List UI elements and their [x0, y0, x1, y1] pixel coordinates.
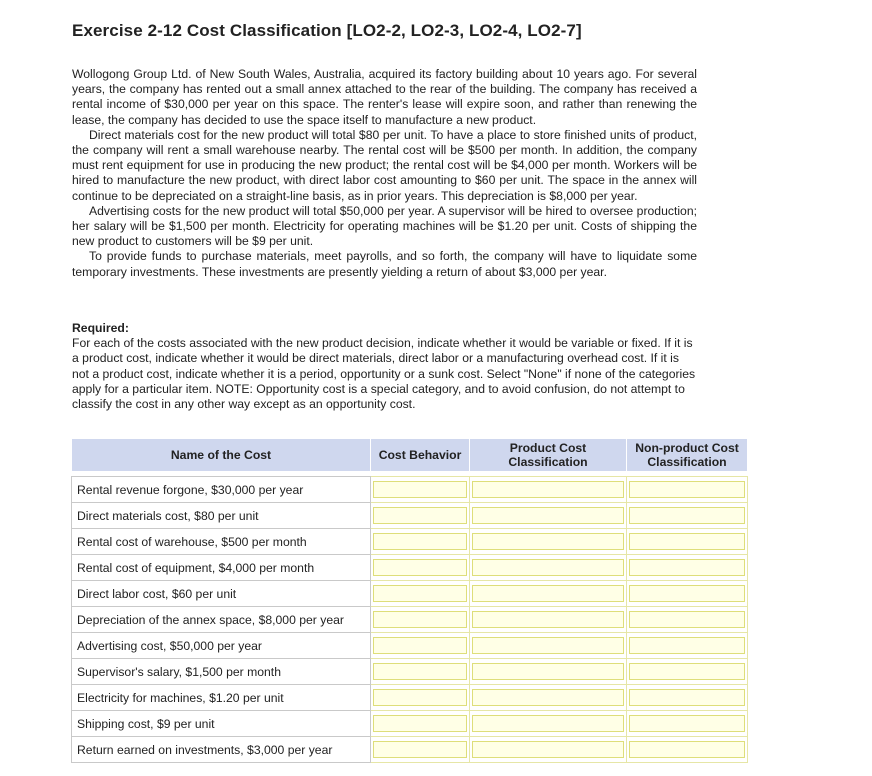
- product-cost-select[interactable]: [470, 477, 627, 503]
- table-row: [72, 581, 748, 607]
- header-nonproduct-cost: [627, 439, 748, 472]
- cost-behavior-select[interactable]: [371, 737, 470, 763]
- dropdown-box[interactable]: [472, 663, 624, 680]
- product-cost-select[interactable]: [470, 685, 627, 711]
- table-row: [72, 503, 748, 529]
- paragraph-investments: To provide funds to purchase materials, meet payrolls, and so forth, the company will have to liquidate some temporary investments. These investments are presently yielding a return of about $3,000 per year.: [72, 249, 697, 279]
- cost-name: Rental cost of warehouse, $500 per month: [72, 529, 371, 555]
- table-row: [72, 555, 748, 581]
- dropdown-box[interactable]: [472, 715, 624, 732]
- table-row: [72, 477, 748, 503]
- product-cost-select[interactable]: [470, 607, 627, 633]
- nonproduct-cost-select[interactable]: [627, 607, 748, 633]
- nonproduct-cost-select[interactable]: [627, 685, 748, 711]
- dropdown-box[interactable]: [629, 663, 745, 680]
- dropdown-box[interactable]: [472, 637, 624, 654]
- product-cost-select[interactable]: [470, 503, 627, 529]
- table-row: [72, 685, 748, 711]
- dropdown-box[interactable]: [373, 585, 467, 602]
- cost-name: Return earned on investments, $3,000 per year: [72, 737, 371, 763]
- cost-name: Direct labor cost, $60 per unit: [72, 581, 371, 607]
- cost-name: Shipping cost, $9 per unit: [72, 711, 371, 737]
- header-product-cost-line1: Product Cost: [509, 441, 587, 455]
- paragraph-intro: Wollogong Group Ltd. of New South Wales, Australia, acquired its factory building about 10 years ago. For several years, the company has rented out a small annex attached to the rear of the building. The company has received a rental income of $30,000 per year on this space. The renter's lease will expire soon, and rather than renewing the lease, the company has decided to use the space itself to manufacture a new product.: [72, 67, 697, 127]
- cost-behavior-select[interactable]: [371, 685, 470, 711]
- nonproduct-cost-select[interactable]: [627, 503, 748, 529]
- cost-behavior-select[interactable]: [371, 555, 470, 581]
- dropdown-box[interactable]: [373, 481, 467, 498]
- table-header-row: [72, 439, 748, 472]
- table-row: [72, 633, 748, 659]
- product-cost-select[interactable]: [470, 529, 627, 555]
- dropdown-box[interactable]: [629, 585, 745, 602]
- dropdown-box[interactable]: [472, 481, 624, 498]
- header-nonproduct-cost-line2: Classification: [647, 455, 727, 469]
- cost-name: Advertising cost, $50,000 per year: [72, 633, 371, 659]
- dropdown-box[interactable]: [472, 741, 624, 758]
- cost-classification-table: [71, 438, 748, 763]
- product-cost-select[interactable]: [470, 581, 627, 607]
- dropdown-box[interactable]: [373, 715, 467, 732]
- dropdown-box[interactable]: [373, 507, 467, 524]
- dropdown-box[interactable]: [629, 715, 745, 732]
- dropdown-box[interactable]: [373, 663, 467, 680]
- table-row: [72, 711, 748, 737]
- cost-name: Rental revenue forgone, $30,000 per year: [72, 477, 371, 503]
- nonproduct-cost-select[interactable]: [627, 737, 748, 763]
- required-section: [72, 321, 697, 412]
- cost-name: Supervisor's salary, $1,500 per month: [72, 659, 371, 685]
- cost-behavior-select[interactable]: [371, 581, 470, 607]
- dropdown-box[interactable]: [629, 533, 745, 550]
- dropdown-box[interactable]: [373, 559, 467, 576]
- product-cost-select[interactable]: [470, 711, 627, 737]
- dropdown-box[interactable]: [472, 585, 624, 602]
- nonproduct-cost-select[interactable]: [627, 633, 748, 659]
- dropdown-box[interactable]: [629, 611, 745, 628]
- dropdown-box[interactable]: [472, 507, 624, 524]
- header-cost-behavior: Cost Behavior: [371, 439, 470, 472]
- cost-behavior-select[interactable]: [371, 477, 470, 503]
- exercise-title: Exercise 2-12 Cost Classification [LO2-2, LO2-3, LO2-4, LO2-7]: [72, 21, 582, 40]
- dropdown-box[interactable]: [629, 689, 745, 706]
- cost-name: Electricity for machines, $1.20 per unit: [72, 685, 371, 711]
- nonproduct-cost-select[interactable]: [627, 659, 748, 685]
- product-cost-select[interactable]: [470, 633, 627, 659]
- problem-statement: [72, 67, 697, 280]
- cost-name: Depreciation of the annex space, $8,000 per year: [72, 607, 371, 633]
- nonproduct-cost-select[interactable]: [627, 555, 748, 581]
- dropdown-box[interactable]: [629, 559, 745, 576]
- header-name-of-cost: Name of the Cost: [72, 439, 371, 472]
- dropdown-box[interactable]: [472, 533, 624, 550]
- dropdown-box[interactable]: [629, 637, 745, 654]
- header-nonproduct-cost-line1: Non-product Cost: [635, 441, 739, 455]
- cost-behavior-select[interactable]: [371, 659, 470, 685]
- required-instructions: For each of the costs associated with the new product decision, indicate whether it would be variable or fixed. If it is a product cost, indicate whether it would be direct materials, direct labor or a manufacturing overhead cost. If it is not a product cost, indicate whether it is a period, opportunity or a sunk cost. Select "None" if none of the categories apply for a particular item. NOTE: Opportunity cost is a special category, and to avoid confusion, do not attempt to classify the cost in any other way except as an opportunity cost.: [72, 336, 696, 412]
- cost-behavior-select[interactable]: [371, 503, 470, 529]
- cost-behavior-select[interactable]: [371, 711, 470, 737]
- table-row: [72, 529, 748, 555]
- table-row: [72, 659, 748, 685]
- dropdown-box[interactable]: [629, 481, 745, 498]
- cost-behavior-select[interactable]: [371, 607, 470, 633]
- header-product-cost-line2: Classification: [508, 455, 588, 469]
- dropdown-box[interactable]: [373, 611, 467, 628]
- nonproduct-cost-select[interactable]: [627, 529, 748, 555]
- table-row: [72, 607, 748, 633]
- dropdown-box[interactable]: [373, 741, 467, 758]
- header-product-cost: [470, 439, 627, 472]
- dropdown-box[interactable]: [373, 689, 467, 706]
- dropdown-box[interactable]: [373, 637, 467, 654]
- product-cost-select[interactable]: [470, 737, 627, 763]
- dropdown-box[interactable]: [629, 741, 745, 758]
- cost-name: Direct materials cost, $80 per unit: [72, 503, 371, 529]
- nonproduct-cost-select[interactable]: [627, 711, 748, 737]
- cost-behavior-select[interactable]: [371, 529, 470, 555]
- dropdown-box[interactable]: [472, 611, 624, 628]
- table-row: [72, 737, 748, 763]
- dropdown-box[interactable]: [472, 559, 624, 576]
- cost-name: Rental cost of equipment, $4,000 per month: [72, 555, 371, 581]
- dropdown-box[interactable]: [629, 507, 745, 524]
- dropdown-box[interactable]: [373, 533, 467, 550]
- cost-behavior-select[interactable]: [371, 633, 470, 659]
- product-cost-select[interactable]: [470, 555, 627, 581]
- paragraph-direct-materials: Direct materials cost for the new product will total $80 per unit. To have a place to store finished units of product, the company will rent a small warehouse nearby. The rental cost will be $500 per month. In addition, the company must rent equipment for use in producing the new product; the rental cost will be $4,000 per month. Workers will be hired to manufacture the new product, with direct labor cost amounting to $60 per unit. The space in the annex will continue to be depreciated on a straight-line basis, as in prior years. This depreciation is $8,000 per year.: [72, 127, 697, 203]
- nonproduct-cost-select[interactable]: [627, 477, 748, 503]
- required-heading: Required:: [72, 321, 129, 335]
- product-cost-select[interactable]: [470, 659, 627, 685]
- dropdown-box[interactable]: [472, 689, 624, 706]
- paragraph-advertising: Advertising costs for the new product will total $50,000 per year. A supervisor will be hired to oversee production; her salary will be $1,500 per month. Electricity for operating machines will be $1.20 per unit. Costs of shipping the new product to customers will be $9 per unit.: [72, 203, 697, 249]
- nonproduct-cost-select[interactable]: [627, 581, 748, 607]
